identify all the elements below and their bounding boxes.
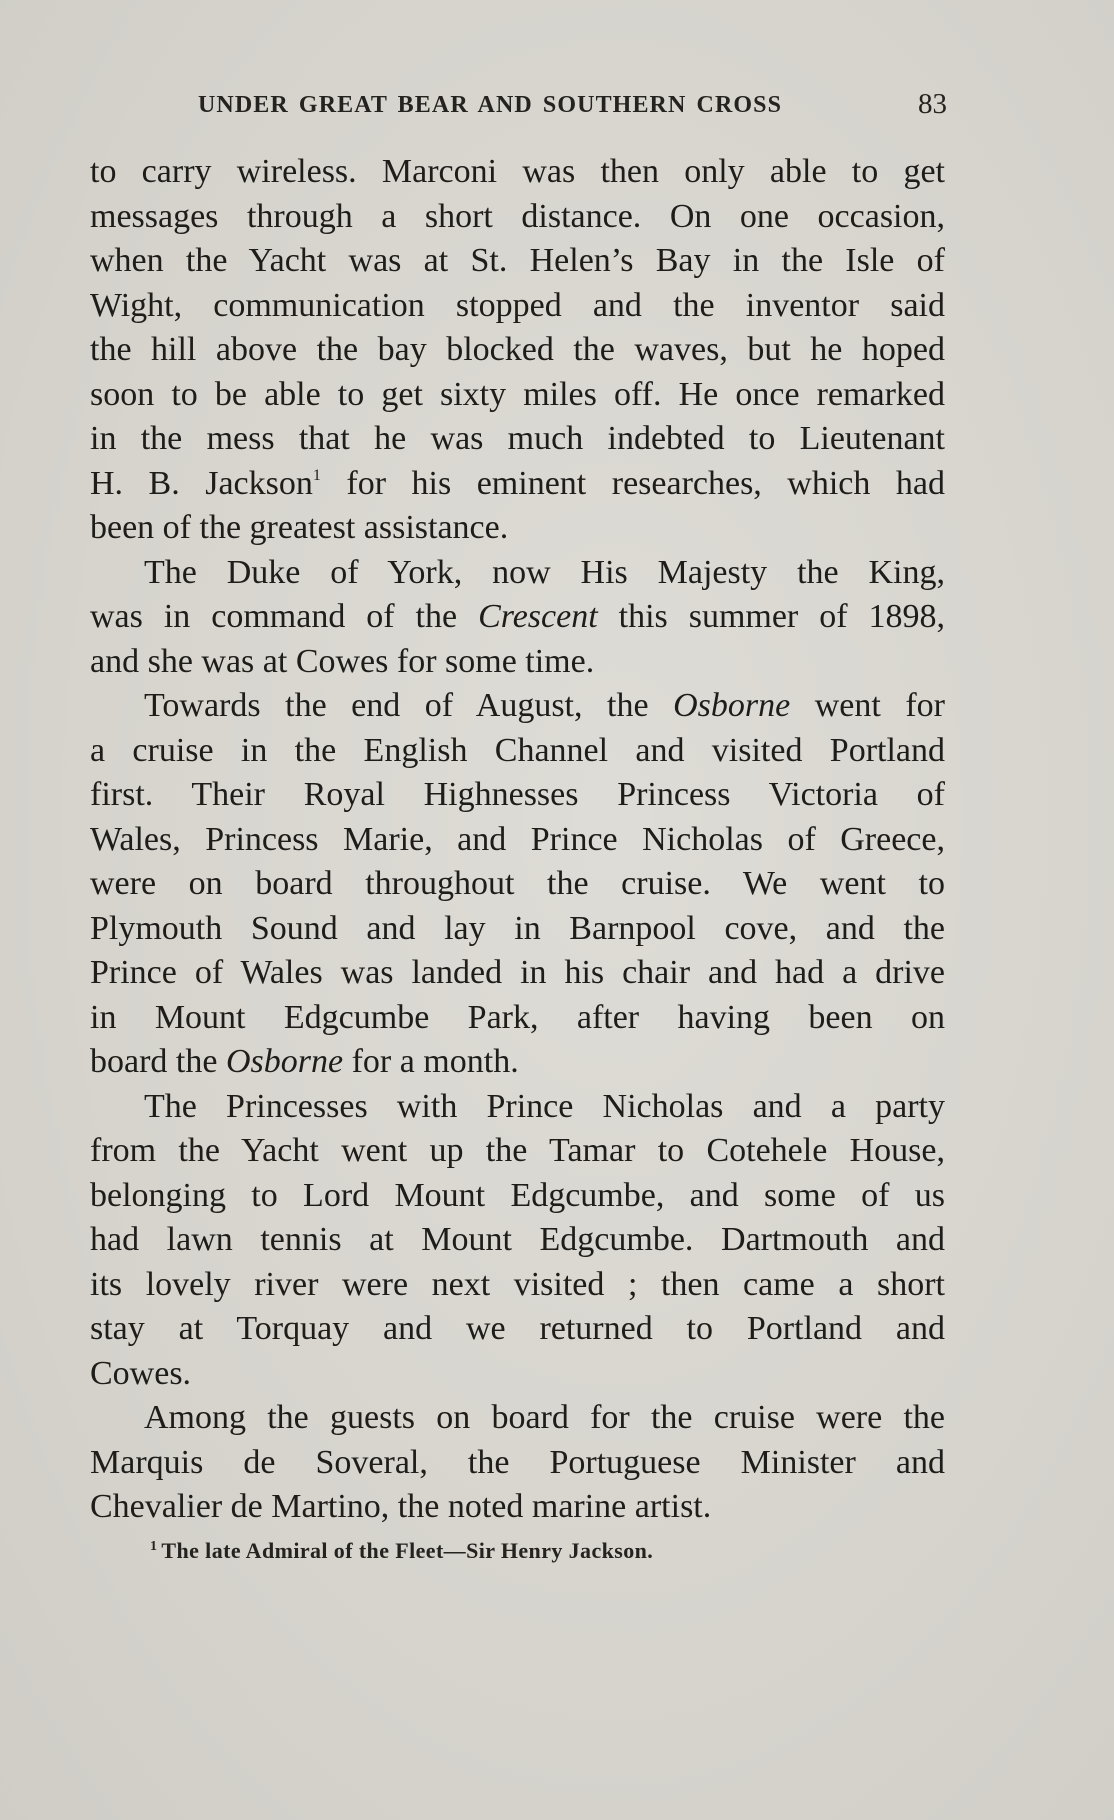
text-line: Among the guests on board for the cruise were the	[144, 1399, 945, 1436]
body-text	[90, 150, 945, 1530]
ship-name: Osborne	[225, 1043, 344, 1080]
text-line: board the Osborne for a month.	[90, 1043, 519, 1080]
running-head-title: UNDER GREAT BEAR AND SOUTHERN CROSS	[198, 92, 783, 118]
text-line: in Mount Edgcumbe Park, after having been on	[90, 998, 945, 1036]
text-line: belonging to Lord Mount Edgcumbe, and some of us	[90, 1176, 945, 1214]
text-line: to carry wireless. Marconi was then only able to get	[90, 153, 945, 190]
text-line: and she was at Cowes for some time.	[90, 642, 595, 680]
text-line: Cowes.	[90, 1354, 192, 1392]
footnote-text: The late Admiral of the Fleet—Sir Henry Jackson.	[161, 1538, 654, 1563]
footnote-marker: 1	[150, 1539, 158, 1554]
text-line: been of the greatest assistance.	[90, 509, 509, 546]
running-head	[92, 88, 947, 128]
text-line: in the mess that he was much indebted to Lieutenant	[90, 420, 945, 457]
text-line: Chevalier de Martino, the noted marine artist.	[90, 1488, 712, 1525]
text-line: Marquis de Soveral, the Portuguese Minister and	[90, 1443, 945, 1481]
text-line: H. B. Jackson$^1$ for his eminent researches, which had	[90, 464, 945, 502]
text-line: the hill above the bay blocked the waves, but he hoped	[90, 331, 945, 368]
text-line: when the Yacht was at St. Helen’s Bay in the Isle of	[90, 242, 945, 279]
text-line: The Duke of York, now His Majesty the King,	[144, 553, 945, 591]
text-line: Towards the end of August, the Osborne went for	[144, 687, 945, 724]
text-line: from the Yacht went up the Tamar to Cotehele House,	[90, 1132, 945, 1169]
text-line: messages through a short distance. On one occasion,	[90, 197, 945, 235]
text-line: Plymouth Sound and lay in Barnpool cove, and the	[90, 909, 945, 947]
text-line: Wight, communication stopped and the inventor said	[90, 286, 945, 324]
text-line: first. Their Royal Highnesses Princess Victoria of	[90, 776, 945, 813]
text-line: its lovely river were next visited ; then came a short	[90, 1265, 945, 1303]
footnote-reference: 1	[312, 466, 321, 484]
text-line: soon to be able to get sixty miles off. He once remarked	[90, 375, 945, 413]
text-line: were on board throughout the cruise. We went to	[90, 865, 945, 902]
text-line: The Princesses with Prince Nicholas and a party	[144, 1087, 945, 1125]
text-line: a cruise in the English Channel and visited Portland	[90, 731, 945, 769]
ship-name: Crescent	[478, 598, 598, 635]
ship-name: Osborne	[673, 687, 791, 724]
text-line: Wales, Princess Marie, and Prince Nicholas of Greece,	[90, 820, 945, 858]
footnote	[150, 1538, 653, 1564]
text-line: was in command of the Crescent this summer of 1898,	[90, 598, 945, 635]
page-number: 83	[918, 88, 947, 120]
text-line: Prince of Wales was landed in his chair and had a drive	[90, 954, 945, 991]
text-line: stay at Torquay and we returned to Portland and	[90, 1310, 945, 1347]
text-line: had lawn tennis at Mount Edgcumbe. Dartmouth and	[90, 1221, 945, 1258]
